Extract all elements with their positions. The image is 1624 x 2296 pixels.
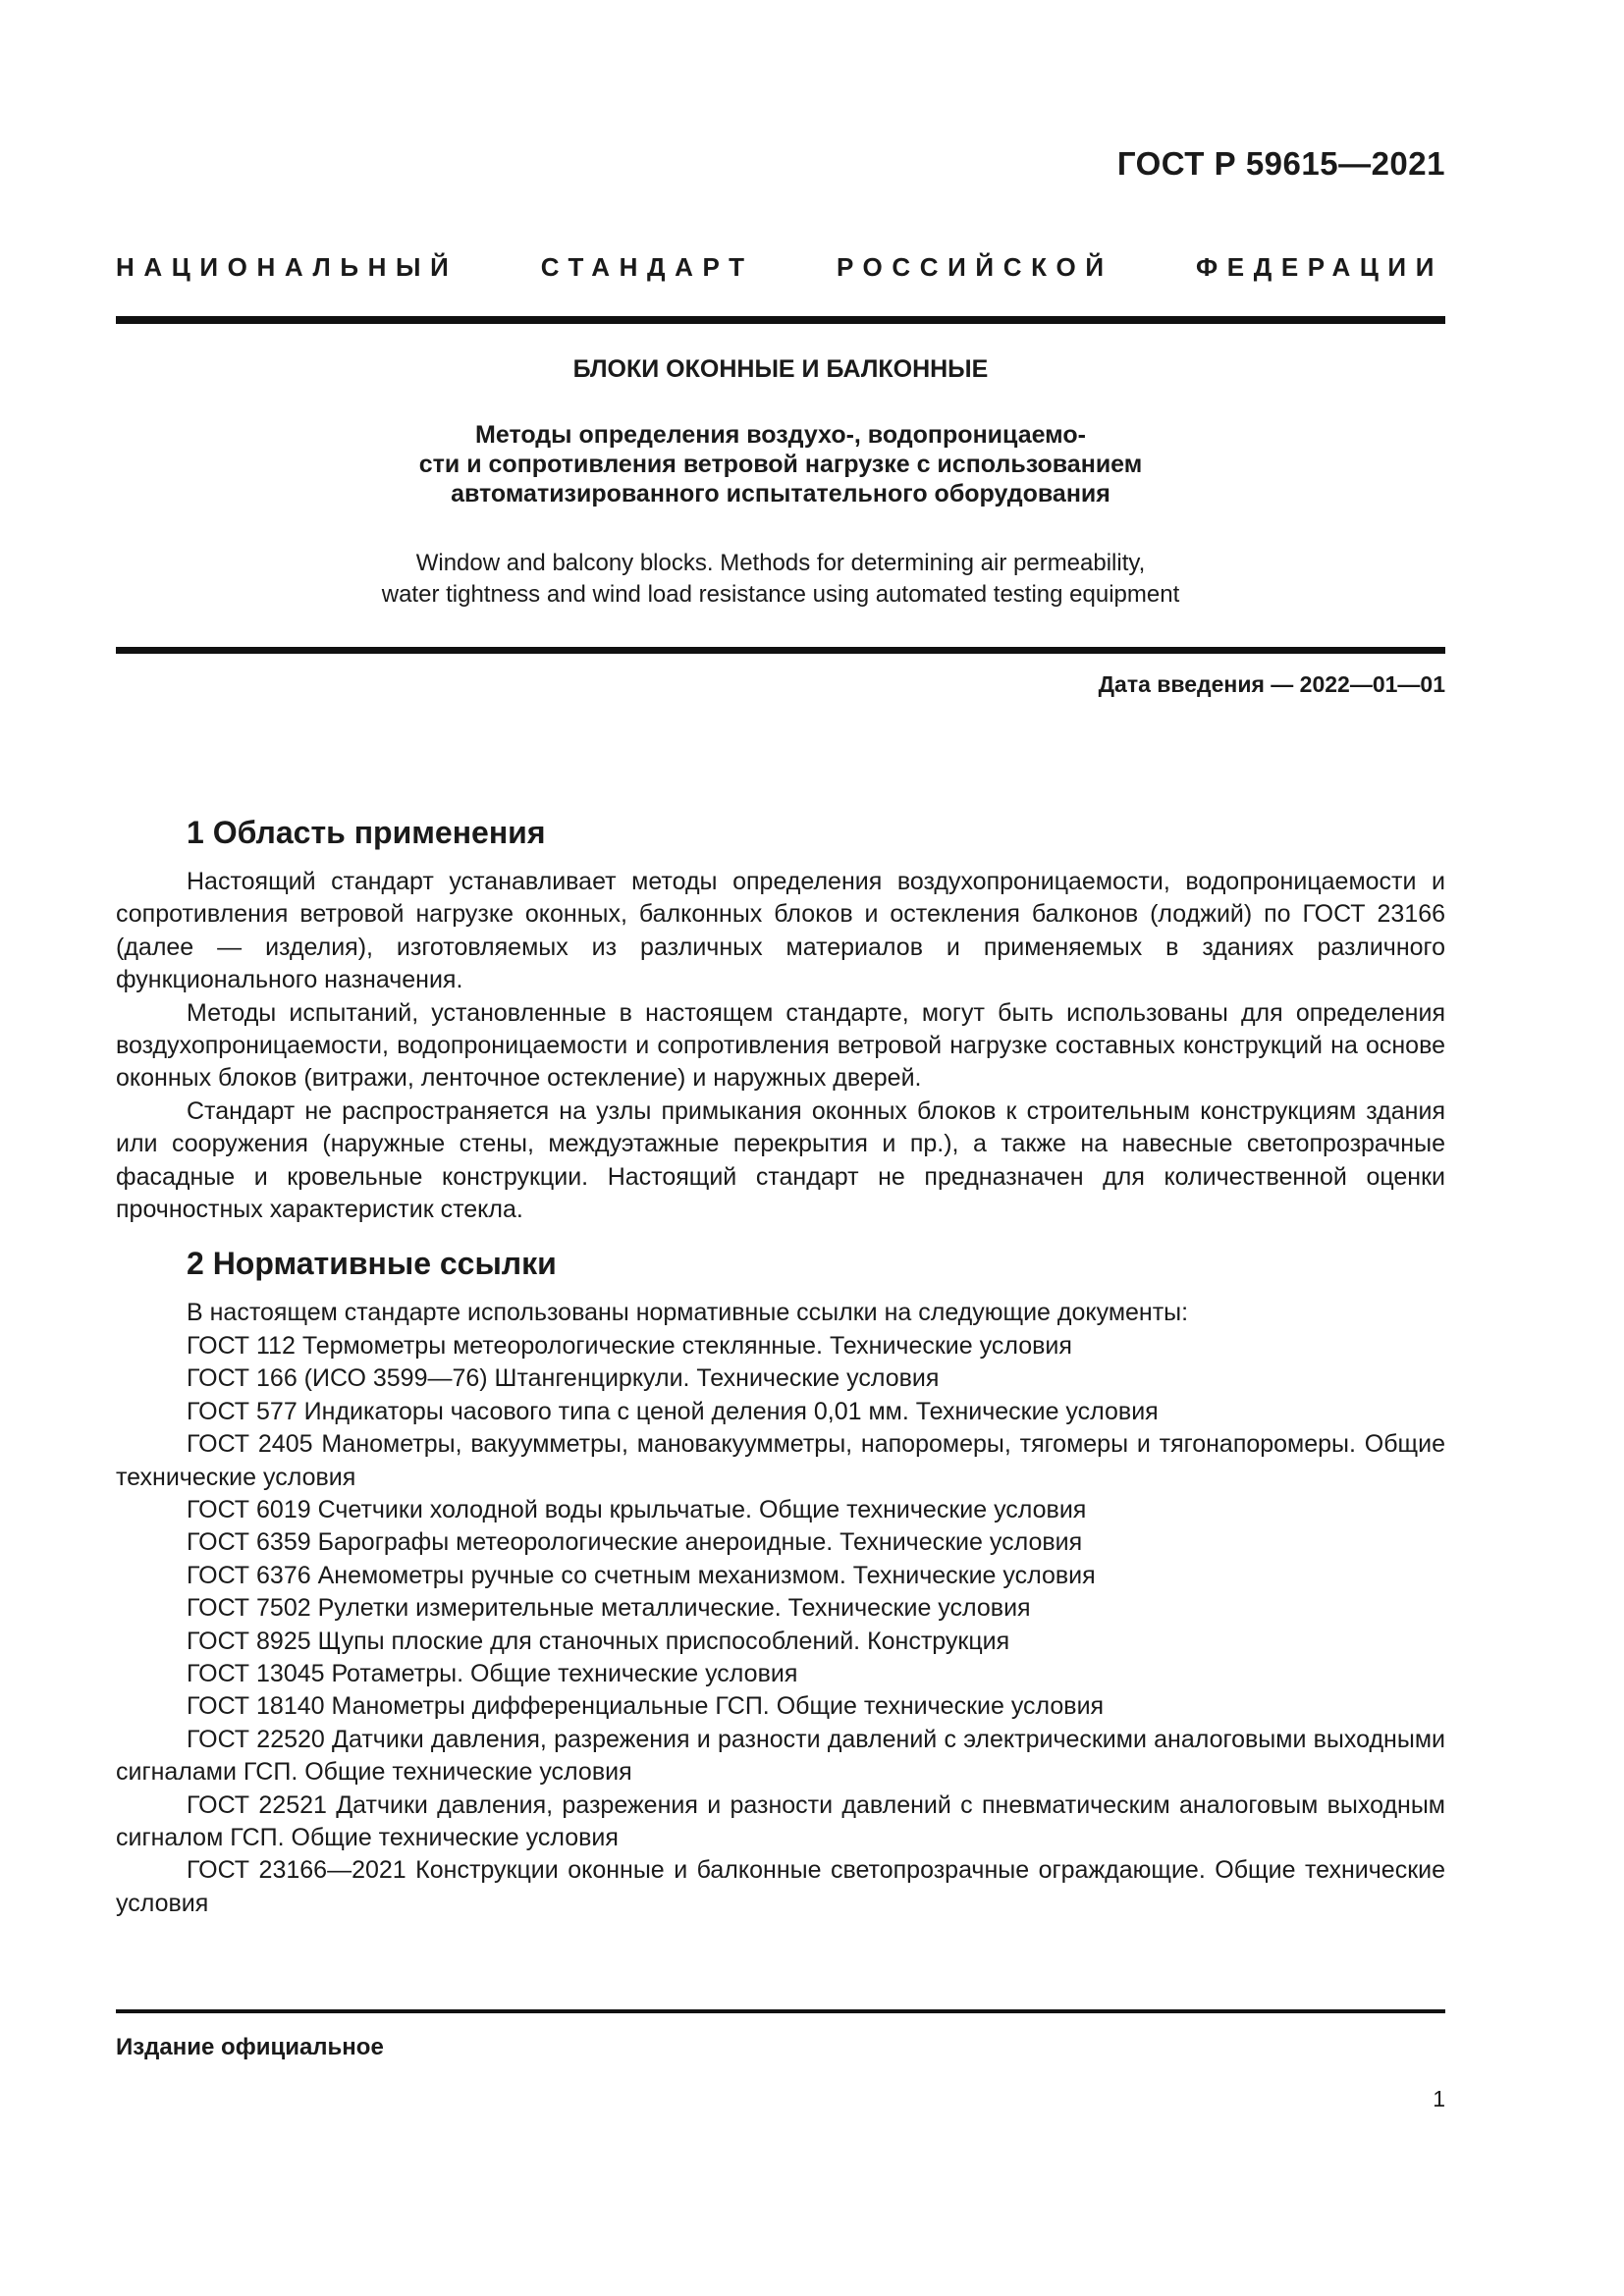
- subtitle-line: Методы определения воздухо-, водопроницаемо-: [475, 421, 1086, 449]
- section-1-heading: 1 Область применения: [187, 815, 546, 850]
- standard-number: ГОСТ Р 59615—2021: [1116, 145, 1445, 182]
- official-edition-label: Издание официальное: [116, 2034, 384, 2060]
- section-1-paragraph: Методы испытаний, установленные в настоящем стандарте, могут быть использованы для определения воздухопроницаемости, водопроницаемости и сопротивления ветровой нагрузке составных конструкций на основе оконных блоков (витражи, ленточное остекление) и наружных дверей.: [116, 998, 1445, 1093]
- document-body: [116, 811, 1445, 1920]
- reference-item: ГОСТ 6376 Анемометры ручные со счетным механизмом. Технические условия: [187, 1561, 1096, 1589]
- english-title-line: Window and balcony blocks. Methods for determining air permeability,: [415, 550, 1146, 576]
- reference-item: ГОСТ 22520 Датчики давления, разрежения и разности давлений с электрическими аналоговыми выходными сигналами ГСП. Общие технические условия: [116, 1725, 1445, 1787]
- reference-item: ГОСТ 577 Индикаторы часового типа с ценой деления 0,01 мм. Технические условия: [187, 1397, 1159, 1425]
- reference-item: ГОСТ 166 (ИСО 3599—76) Штангенциркули. Технические условия: [187, 1364, 940, 1393]
- section-2-heading: 2 Нормативные ссылки: [187, 1246, 557, 1282]
- reference-item: ГОСТ 7502 Рулетки измерительные металлические. Технические условия: [187, 1594, 1031, 1623]
- reference-item: ГОСТ 112 Термометры метеорологические стеклянные. Технические условия: [187, 1331, 1072, 1360]
- reference-item: ГОСТ 18140 Манометры дифференциальные ГСП. Общие технические условия: [187, 1692, 1105, 1721]
- reference-item: ГОСТ 6019 Счетчики холодной воды крыльчатые. Общие технические условия: [187, 1495, 1087, 1523]
- document-title: БЛОКИ ОКОННЫЕ И БАЛКОННЫЕ: [572, 355, 989, 383]
- subtitle-line: сти и сопротивления ветровой нагрузке с использованием: [418, 451, 1143, 478]
- english-title-line: water tightness and wind load resistance using automated testing equipment: [381, 581, 1180, 608]
- reference-list: [116, 1330, 1445, 1920]
- document-subtitle: [116, 420, 1445, 508]
- footer-rule: [116, 2009, 1445, 2013]
- section-1-paragraph: Стандарт не распространяется на узлы примыкания оконных блоков к строительным конструкциям здания или сооружения (наружные стены, междуэтажные перекрытия и пр.), а также на навесные светопрозрачные фасадные и кровельные конструкции. Настоящий стандарт не предназначен для количественной оценки прочностных характеристик стекла.: [116, 1096, 1445, 1224]
- reference-item: ГОСТ 23166—2021 Конструкции оконные и балконные светопрозрачные ограждающие. Общие технические условия: [116, 1856, 1445, 1917]
- top-rule: [116, 316, 1445, 324]
- subtitle-line: автоматизированного испытательного оборудования: [451, 480, 1110, 507]
- page-number: 1: [1433, 2086, 1445, 2111]
- reference-item: ГОСТ 2405 Манометры, вакуумметры, мановакуумметры, напоромеры, тягомеры и тягонапоромеры. Общие технические условия: [116, 1430, 1445, 1491]
- national-standard-line: НАЦИОНАЛЬНЫЙ СТАНДАРТ РОССИЙСКОЙ ФЕДЕРАЦИИ: [116, 252, 1443, 282]
- section-2-lead: В настоящем стандарте использованы нормативные ссылки на следующие документы:: [187, 1299, 1189, 1327]
- english-title: [116, 548, 1445, 611]
- reference-item: ГОСТ 13045 Ротаметры. Общие технические условия: [187, 1659, 798, 1687]
- reference-item: ГОСТ 8925 Щупы плоские для станочных приспособлений. Конструкция: [187, 1627, 1010, 1655]
- section-1-paragraph: Настоящий стандарт устанавливает методы определения воздухопроницаемости, водопроницаемости и сопротивления ветровой нагрузке оконных, балконных блоков и остекления балконов (лоджий) по ГОСТ 23166 (далее — изделия), изготовляемых из различных материалов и применяемых в зданиях различного функционального назначения.: [116, 868, 1445, 994]
- reference-item: ГОСТ 22521 Датчики давления, разрежения и разности давлений с пневматическим аналоговым выходным сигналом ГСП. Общие технические условия: [116, 1790, 1445, 1851]
- reference-item: ГОСТ 6359 Барографы метеорологические анероидные. Технические условия: [187, 1528, 1083, 1557]
- title-rule: [116, 647, 1445, 654]
- introduction-date: Дата введения — 2022—01—01: [1098, 671, 1445, 697]
